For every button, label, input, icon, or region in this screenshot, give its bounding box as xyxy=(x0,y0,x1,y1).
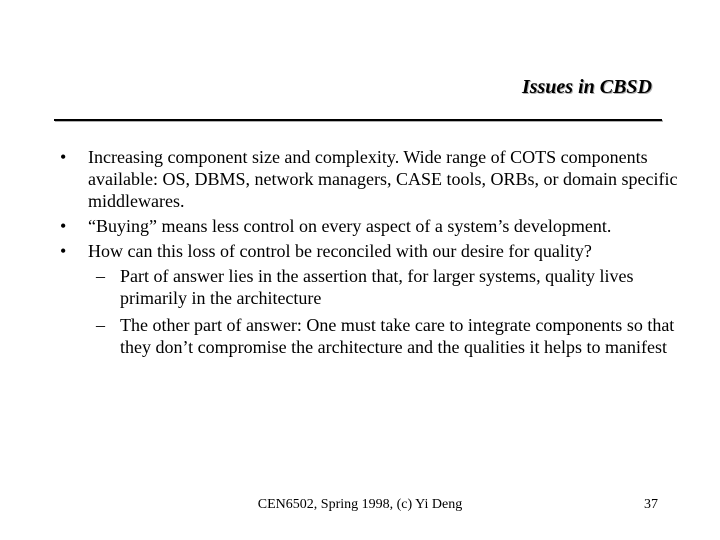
bullet-text: Increasing component size and complexity. Wide range of COTS components available: OS, DBMS, network managers, CASE tools, ORBs, or domain specific middlewares. xyxy=(88,147,678,211)
dash-marker: – xyxy=(96,315,105,335)
bullet-marker: • xyxy=(60,216,67,236)
bullet-list xyxy=(60,146,678,363)
sub-bullet-item xyxy=(96,265,678,309)
bullet-text: “Buying” means less control on every aspect of a system’s development. xyxy=(88,216,612,236)
footer-text: CEN6502, Spring 1998, (c) Yi Deng xyxy=(257,497,463,512)
sub-bullet-text: Part of answer lies in the assertion that, for larger systems, quality lives primarily in the architecture xyxy=(120,266,634,308)
title-divider xyxy=(54,119,662,121)
bullet-text: How can this loss of control be reconciled with our desire for quality? xyxy=(88,241,592,261)
sub-bullet-list xyxy=(88,265,678,358)
bullet-item xyxy=(60,146,678,212)
page-number: 37 xyxy=(644,497,658,512)
dash-marker: – xyxy=(96,266,105,286)
bullet-marker: • xyxy=(60,147,67,167)
slide-title: Issues in CBSD xyxy=(521,76,652,98)
bullet-item xyxy=(60,215,678,237)
sub-bullet-text: The other part of answer: One must take care to integrate components so that they don’t compromise the architecture and the qualities it helps to manifest xyxy=(120,315,675,357)
bullet-item xyxy=(60,240,678,358)
sub-bullet-item xyxy=(96,314,678,358)
bullet-marker: • xyxy=(60,241,67,261)
